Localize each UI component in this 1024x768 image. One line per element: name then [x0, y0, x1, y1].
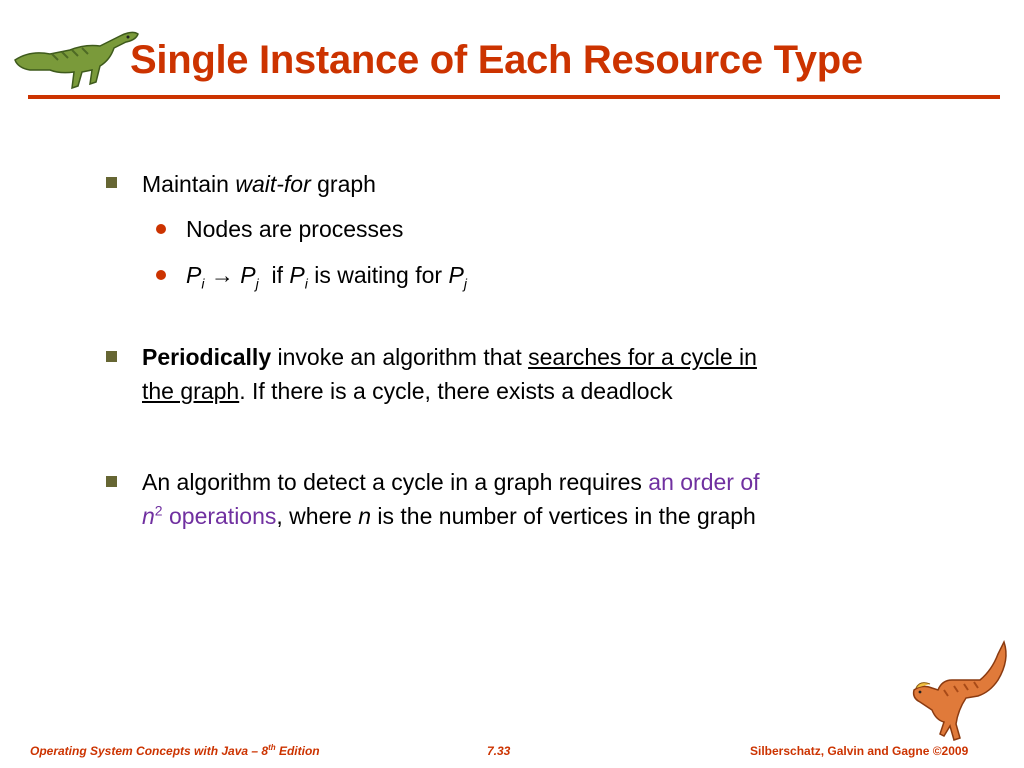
title-underline — [28, 95, 1000, 99]
bullet-algorithm-line2: $n^2$ operations, where n is the number of vertices in the graph — [142, 502, 756, 529]
bullet-marker — [106, 351, 117, 362]
footer-copyright: Silberschatz, Galvin and Gagne ©2009 — [750, 744, 969, 758]
sub-bullet-nodes: Nodes are processes — [186, 216, 404, 242]
bullet-periodically-line2: the graph. If there is a cycle, there exists a deadlock — [142, 378, 673, 404]
footer-book-title: Operating System Concepts with Java – 8th Edition — [30, 743, 320, 758]
dinosaur-logo-bottom — [908, 640, 1012, 744]
sub-bullet-marker — [156, 224, 166, 234]
footer-page-number: 7.33 — [487, 744, 511, 758]
slide-title: Single Instance of Each Resource Type — [130, 38, 863, 82]
bullet-algorithm-line1: An algorithm to detect a cycle in a graph requires an order of — [142, 469, 760, 495]
dinosaur-logo-top — [10, 20, 142, 94]
sub-bullet-marker — [156, 270, 166, 280]
bullet-marker — [106, 476, 117, 487]
bullet-marker — [106, 177, 117, 188]
sub-bullet-edge-rule: $P_i \to P_j$ if $P_i$ is waiting for $P_j$ — [186, 262, 467, 292]
bullet-maintain-graph: Maintain wait-for graph — [142, 171, 376, 197]
bullet-periodically-line1: Periodically invoke an algorithm that searches for a cycle in — [142, 344, 757, 370]
